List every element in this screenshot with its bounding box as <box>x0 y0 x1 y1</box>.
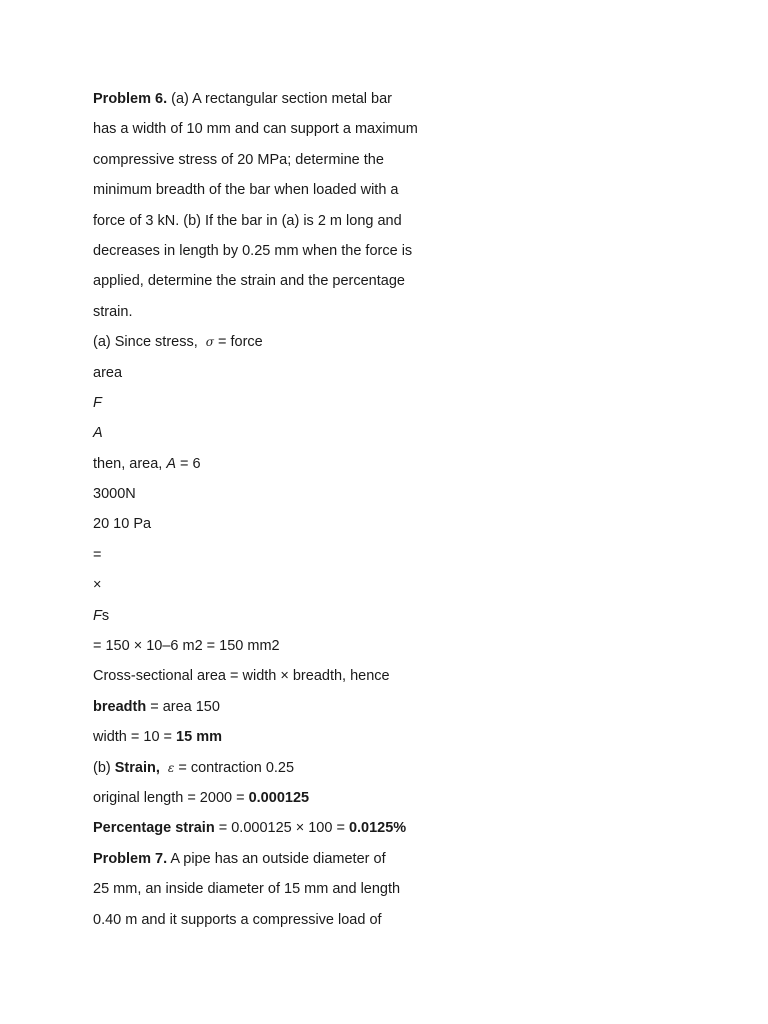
problem6-line-4: minimum breadth of the bar when loaded with a <box>93 182 399 199</box>
area-result-line: = 150 × 10–6 m2 = 150 mm2 <box>93 638 280 655</box>
pct-mid: = 0.000125 × 100 = <box>214 820 349 837</box>
strain-line <box>93 753 693 783</box>
f-line: F <box>93 394 102 411</box>
problem6-line-3: compressive stress of 20 MPa; determine the <box>93 151 384 168</box>
problem6-line-1 <box>93 84 693 114</box>
stress-line <box>93 327 693 357</box>
stress-prefix: (a) Since stress, <box>93 334 198 351</box>
problem6-line-2: has a width of 10 mm and can support a maximum <box>93 121 418 138</box>
percentage-strain-line <box>93 813 693 843</box>
a-line: A <box>93 425 103 442</box>
breadth-line <box>93 692 693 722</box>
fs-line <box>93 601 693 631</box>
problem7-text: A pipe has an outside diameter of <box>167 850 386 867</box>
force-value-line: 3000N <box>93 486 136 503</box>
sigma-symbol: σ <box>205 335 214 350</box>
width-result: 15 mm <box>176 729 222 746</box>
b-prefix: (b) <box>93 759 115 776</box>
then-area-line <box>93 449 693 479</box>
document-page <box>93 84 693 935</box>
orig-result: 0.000125 <box>248 789 310 806</box>
problem6-line-8: strain. <box>93 303 133 320</box>
fs-s: s <box>101 607 110 624</box>
cross-section-line: Cross-sectional area = width × breadth, hence <box>93 668 390 685</box>
then-a: A <box>166 455 177 472</box>
problem6-line-7: applied, determine the strain and the percentage <box>93 273 405 290</box>
problem7-line-1 <box>93 844 693 874</box>
problem6-line-5: force of 3 kN. (b) If the bar in (a) is 2 m long and <box>93 212 402 229</box>
then-prefix: then, area, <box>93 455 163 472</box>
times-line: × <box>93 577 102 594</box>
breadth-label: breadth <box>93 698 147 715</box>
problem6-heading: Problem 6. <box>93 91 168 107</box>
problem7-line-2: 25 mm, an inside diameter of 15 mm and length <box>93 881 401 898</box>
fs-f: F <box>93 607 102 624</box>
problem7-heading: Problem 7. <box>93 850 168 867</box>
pct-result: 0.0125% <box>348 820 407 837</box>
then-suffix: = 6 <box>176 455 201 472</box>
epsilon-symbol: ε <box>167 760 175 775</box>
problem6-line-6: decreases in length by 0.25 mm when the force is <box>93 242 413 259</box>
contraction-text: = contraction 0.25 <box>178 759 295 776</box>
strain-label: Strain, <box>114 759 160 776</box>
problem6-text: (a) A rectangular section metal bar <box>167 91 393 107</box>
pct-label: Percentage strain <box>93 820 215 837</box>
width-prefix: width = 10 = <box>93 729 177 746</box>
problem7-line-3: 0.40 m and it supports a compressive load of <box>93 911 382 928</box>
original-length-line <box>93 783 693 813</box>
stress-suffix: = force <box>217 334 263 351</box>
area-line: area <box>93 364 123 381</box>
breadth-rest: = area 150 <box>146 698 220 715</box>
width-line <box>93 722 693 752</box>
orig-prefix: original length = 2000 = <box>93 789 249 806</box>
pascal-line: 20 10 Pa <box>93 516 152 533</box>
equals-line: = <box>93 546 102 563</box>
